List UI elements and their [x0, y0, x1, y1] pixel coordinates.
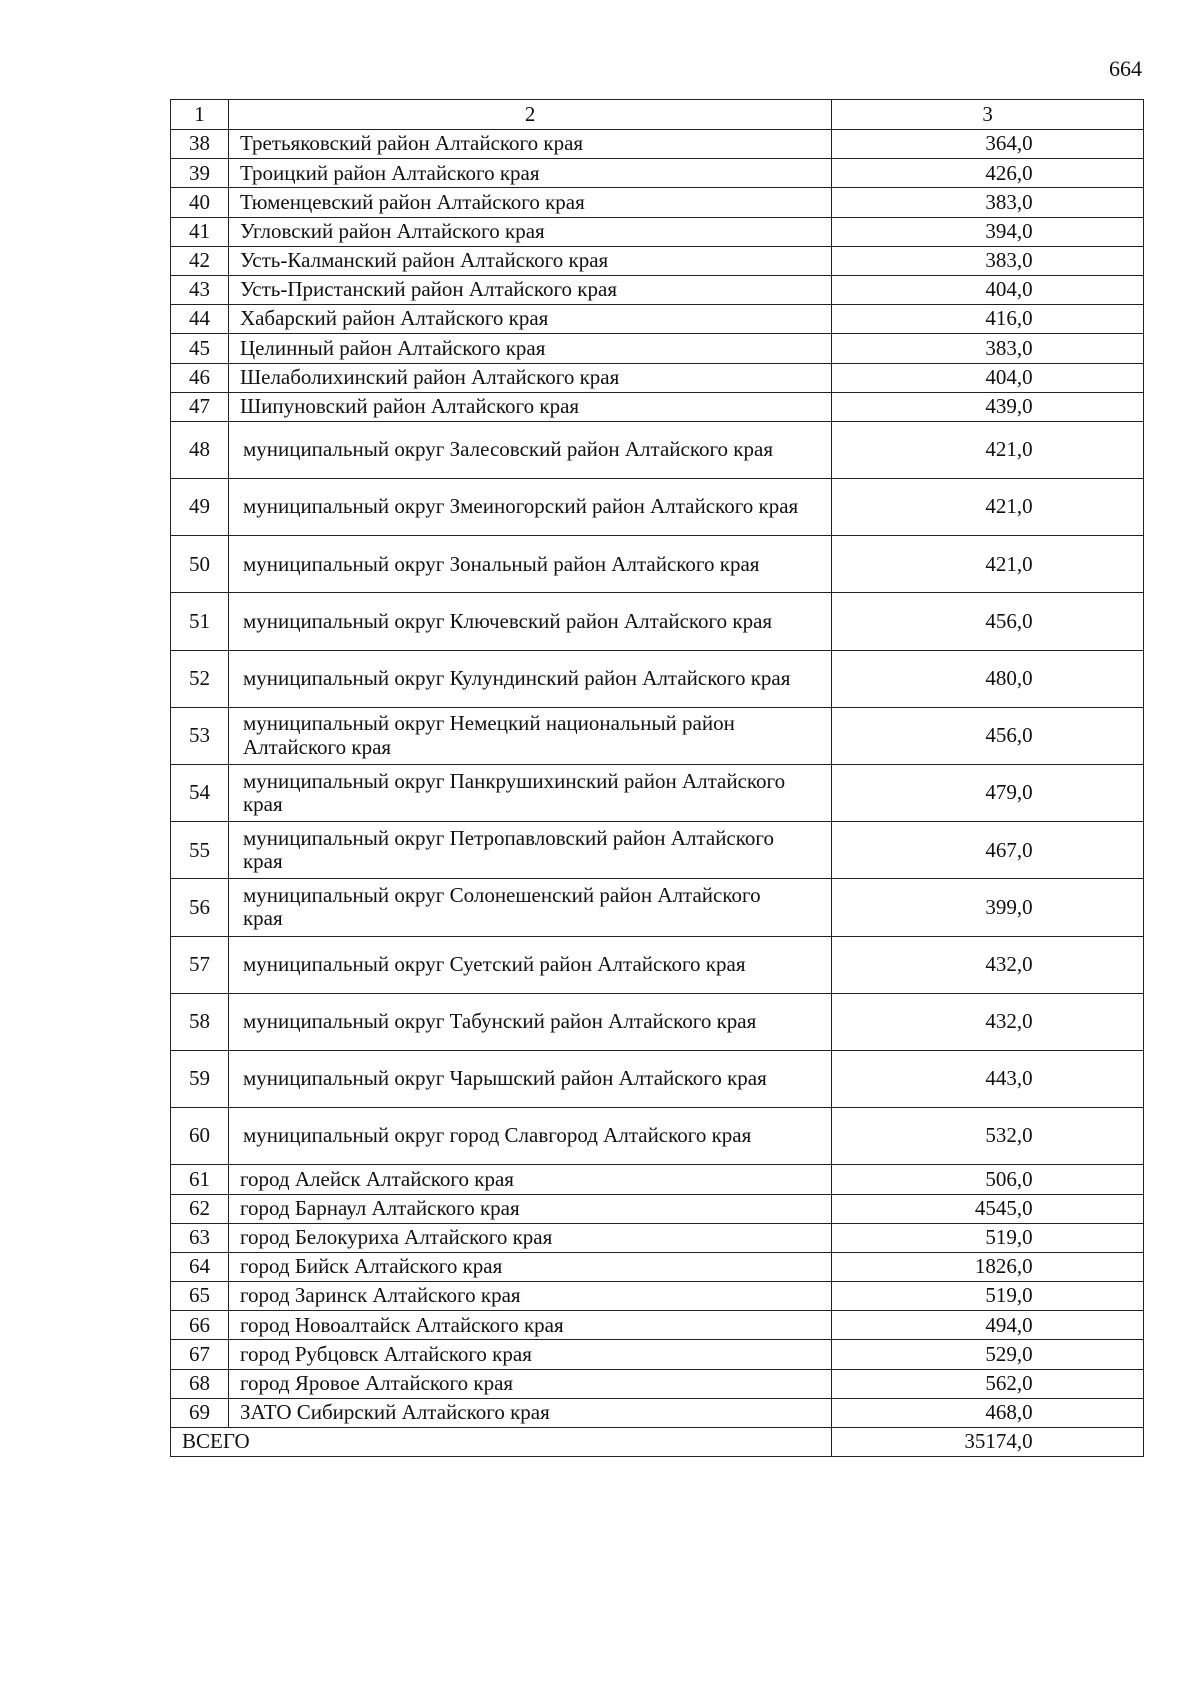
row-territory-cell: [228, 707, 831, 764]
row-number: 65: [171, 1282, 229, 1311]
row-territory-cell: [228, 1369, 831, 1398]
row-number: 53: [171, 707, 229, 764]
table-row: [171, 305, 1144, 334]
row-value-cell: [832, 1223, 1144, 1252]
row-number: 43: [171, 275, 229, 304]
table-row: [171, 593, 1144, 650]
row-territory-name: муниципальный округ Панкрушихинский район Алтайского края: [242, 768, 786, 817]
row-territory-cell: [228, 650, 831, 707]
row-territory-name: Усть-Пристанский район Алтайского края: [239, 277, 617, 302]
row-territory-name: муниципальный округ Залесовский район Алтайского края: [242, 437, 773, 462]
row-value: 532,0: [985, 1123, 1033, 1148]
table-row: [171, 936, 1144, 993]
row-number: 57: [171, 936, 229, 993]
row-value: 4545,0: [974, 1195, 1033, 1220]
row-number: 39: [171, 159, 229, 188]
table-row: [171, 130, 1144, 159]
row-number: 69: [171, 1398, 229, 1427]
total-value-cell: [832, 1428, 1144, 1457]
table-row: [171, 1398, 1144, 1427]
table-row: [171, 246, 1144, 275]
table-row: [171, 1050, 1144, 1107]
row-value: 456,0: [985, 723, 1033, 748]
row-territory-name: муниципальный округ Зональный район Алтайского края: [242, 551, 760, 576]
row-territory-name: Целинный район Алтайского края: [239, 335, 546, 360]
row-value-cell: [832, 1311, 1144, 1340]
row-territory-name: город Новоалтайск Алтайского края: [239, 1312, 564, 1337]
row-territory-name: Третьяковский район Алтайского края: [239, 131, 584, 156]
row-territory-name: Шелаболихинский район Алтайского края: [239, 364, 620, 389]
table-row: [171, 334, 1144, 363]
row-value-cell: [832, 1369, 1144, 1398]
row-number: 59: [171, 1050, 229, 1107]
table-row: [171, 392, 1144, 421]
allocation-table: [170, 99, 1144, 1457]
row-territory-cell: [228, 246, 831, 275]
row-territory-cell: [228, 334, 831, 363]
row-territory-name: Троицкий район Алтайского края: [239, 160, 540, 185]
row-number: 49: [171, 479, 229, 536]
row-territory-name: Шипуновский район Алтайского края: [239, 394, 580, 419]
row-territory-name: муниципальный округ Петропавловский район Алтайского края: [242, 825, 774, 874]
row-territory-name: Тюменцевский район Алтайского края: [239, 189, 585, 214]
row-value: 456,0: [985, 608, 1033, 633]
table-row: [171, 479, 1144, 536]
header-col-3-text: 3: [982, 101, 993, 126]
row-territory-name: Усть-Калманский район Алтайского края: [239, 248, 609, 273]
row-territory-name: муниципальный округ Немецкий национальный район Алтайского края: [242, 711, 735, 759]
row-value-cell: [832, 363, 1144, 392]
table-row: [171, 1340, 1144, 1369]
row-territory-cell: [228, 1398, 831, 1427]
row-value: 529,0: [985, 1341, 1033, 1366]
row-value: 421,0: [985, 494, 1033, 519]
row-territory-name: город Белокуриха Алтайского края: [239, 1225, 553, 1250]
row-number: 56: [171, 879, 229, 936]
row-value: 1826,0: [974, 1254, 1033, 1279]
table-row: [171, 217, 1144, 246]
row-number: 45: [171, 334, 229, 363]
row-territory-cell: [228, 392, 831, 421]
row-number: 41: [171, 217, 229, 246]
table-row: [171, 822, 1144, 879]
total-value: 35174,0: [964, 1429, 1033, 1454]
row-value-cell: [832, 305, 1144, 334]
row-value: 416,0: [985, 306, 1033, 331]
table-row: [171, 188, 1144, 217]
row-number: 54: [171, 765, 229, 822]
row-territory-cell: [228, 993, 831, 1050]
row-territory-cell: [228, 1050, 831, 1107]
row-value-cell: [832, 275, 1144, 304]
row-territory-name: муниципальный округ Чарышский район Алтайского края: [242, 1066, 767, 1091]
table-row: [171, 1252, 1144, 1281]
row-number: 64: [171, 1252, 229, 1281]
row-territory-name: муниципальный округ Табунский район Алтайского края: [242, 1009, 757, 1034]
row-territory-cell: [228, 593, 831, 650]
row-number: 40: [171, 188, 229, 217]
row-value-cell: [832, 421, 1144, 478]
row-value-cell: [832, 159, 1144, 188]
table-row: [171, 1165, 1144, 1194]
row-value: 468,0: [985, 1400, 1033, 1425]
row-value-cell: [832, 879, 1144, 936]
row-territory-cell: [228, 479, 831, 536]
row-value-cell: [832, 936, 1144, 993]
row-value-cell: [832, 707, 1144, 764]
row-value-cell: [832, 392, 1144, 421]
row-value: 479,0: [985, 780, 1033, 805]
row-territory-cell: [228, 1108, 831, 1165]
row-value-cell: [832, 1194, 1144, 1223]
table-row: [171, 1223, 1144, 1252]
row-territory-cell: [228, 936, 831, 993]
row-number: 38: [171, 130, 229, 159]
table-row: [171, 275, 1144, 304]
row-territory-cell: [228, 1252, 831, 1281]
row-value-cell: [832, 1398, 1144, 1427]
row-number: 48: [171, 421, 229, 478]
row-value: 506,0: [985, 1166, 1033, 1191]
row-value-cell: [832, 1282, 1144, 1311]
row-territory-cell: [228, 363, 831, 392]
total-label: ВСЕГО: [171, 1428, 832, 1457]
row-value-cell: [832, 334, 1144, 363]
row-territory-cell: [228, 1194, 831, 1223]
row-territory-cell: [228, 536, 831, 593]
row-territory-cell: [228, 822, 831, 879]
row-value: 467,0: [985, 837, 1033, 862]
row-number: 52: [171, 650, 229, 707]
table-row: [171, 159, 1144, 188]
row-number: 68: [171, 1369, 229, 1398]
row-territory-name: муниципальный округ Ключевский район Алтайского края: [242, 608, 773, 633]
header-col-1: 1: [171, 100, 229, 130]
row-territory-cell: [228, 188, 831, 217]
row-territory-cell: [228, 765, 831, 822]
table-row: [171, 1369, 1144, 1398]
row-value-cell: [832, 1108, 1144, 1165]
row-value: 421,0: [985, 437, 1033, 462]
row-territory-cell: [228, 421, 831, 478]
row-value: 432,0: [985, 1009, 1033, 1034]
header-col-3: [832, 100, 1144, 130]
row-value: 443,0: [985, 1066, 1033, 1091]
row-value-cell: [832, 765, 1144, 822]
row-value-cell: [832, 822, 1144, 879]
table-row: [171, 1194, 1144, 1223]
row-value: 404,0: [985, 364, 1033, 389]
row-number: 50: [171, 536, 229, 593]
row-value-cell: [832, 593, 1144, 650]
row-value-cell: [832, 993, 1144, 1050]
row-territory-name: город Бийск Алтайского края: [239, 1254, 503, 1279]
row-number: 61: [171, 1165, 229, 1194]
total-row: [171, 1428, 1144, 1457]
row-value: 364,0: [985, 131, 1033, 156]
row-value: 404,0: [985, 277, 1033, 302]
row-value: 519,0: [985, 1283, 1033, 1308]
row-value-cell: [832, 479, 1144, 536]
header-col-2: 2: [228, 100, 831, 130]
row-territory-name: город Барнаул Алтайского края: [239, 1195, 520, 1220]
row-value: 562,0: [985, 1370, 1033, 1395]
row-territory-cell: [228, 130, 831, 159]
row-territory-cell: [228, 159, 831, 188]
row-territory-cell: [228, 275, 831, 304]
row-value: 399,0: [985, 894, 1033, 919]
row-territory-cell: [228, 1223, 831, 1252]
row-value: 383,0: [985, 189, 1033, 214]
row-territory-cell: [228, 305, 831, 334]
row-value: 480,0: [985, 665, 1033, 690]
table-row: [171, 879, 1144, 936]
table-row: [171, 650, 1144, 707]
table-row: [171, 363, 1144, 392]
row-territory-cell: [228, 1340, 831, 1369]
row-value-cell: [832, 246, 1144, 275]
row-value-cell: [832, 130, 1144, 159]
row-value: 519,0: [985, 1225, 1033, 1250]
row-territory-name: Хабарский район Алтайского края: [239, 306, 549, 331]
row-value: 439,0: [985, 394, 1033, 419]
table-row: [171, 421, 1144, 478]
row-territory-name: ЗАТО Сибирский Алтайского края: [239, 1400, 550, 1425]
row-value-cell: [832, 1165, 1144, 1194]
row-value-cell: [832, 536, 1144, 593]
row-territory-cell: [228, 1282, 831, 1311]
row-territory-name: муниципальный округ Солонешенский район Алтайского края: [242, 882, 761, 931]
row-territory-name: муниципальный округ Кулундинский район Алтайского края: [242, 665, 791, 690]
row-territory-cell: [228, 879, 831, 936]
row-number: 46: [171, 363, 229, 392]
row-value: 494,0: [985, 1312, 1033, 1337]
row-value-cell: [832, 188, 1144, 217]
row-territory-name: город Рубцовск Алтайского края: [239, 1341, 532, 1366]
row-value: 383,0: [985, 335, 1033, 360]
row-value: 432,0: [985, 951, 1033, 976]
row-number: 66: [171, 1311, 229, 1340]
row-number: 62: [171, 1194, 229, 1223]
row-territory-name: город Заринск Алтайского края: [239, 1283, 521, 1308]
row-value: 394,0: [985, 218, 1033, 243]
row-value-cell: [832, 217, 1144, 246]
table-row: [171, 1311, 1144, 1340]
row-number: 47: [171, 392, 229, 421]
row-territory-name: Угловский район Алтайского края: [239, 218, 545, 243]
row-territory-name: муниципальный округ Змеиногорский район Алтайского края: [242, 494, 799, 519]
table-row: [171, 993, 1144, 1050]
row-value-cell: [832, 650, 1144, 707]
table-row: [171, 1282, 1144, 1311]
row-territory-cell: [228, 1311, 831, 1340]
row-value: 383,0: [985, 248, 1033, 273]
table-header-row: [171, 100, 1144, 130]
row-value-cell: [832, 1252, 1144, 1281]
row-value: 421,0: [985, 551, 1033, 576]
row-number: 58: [171, 993, 229, 1050]
row-value-cell: [832, 1050, 1144, 1107]
row-territory-name: город Алейск Алтайского края: [239, 1166, 514, 1191]
row-number: 60: [171, 1108, 229, 1165]
row-territory-cell: [228, 1165, 831, 1194]
row-territory-name: муниципальный округ город Славгород Алтайского края: [242, 1123, 752, 1148]
table-row: [171, 707, 1144, 764]
row-value: 426,0: [985, 160, 1033, 185]
table-row: [171, 536, 1144, 593]
page-number: 664: [1109, 56, 1142, 81]
row-number: 42: [171, 246, 229, 275]
table-row: [171, 765, 1144, 822]
row-number: 67: [171, 1340, 229, 1369]
row-territory-cell: [228, 217, 831, 246]
row-number: 55: [171, 822, 229, 879]
row-value-cell: [832, 1340, 1144, 1369]
row-territory-name: муниципальный округ Суетский район Алтайского края: [242, 951, 746, 976]
row-territory-name: город Яровое Алтайского края: [239, 1370, 514, 1395]
table-row: [171, 1108, 1144, 1165]
row-number: 51: [171, 593, 229, 650]
row-number: 63: [171, 1223, 229, 1252]
row-number: 44: [171, 305, 229, 334]
